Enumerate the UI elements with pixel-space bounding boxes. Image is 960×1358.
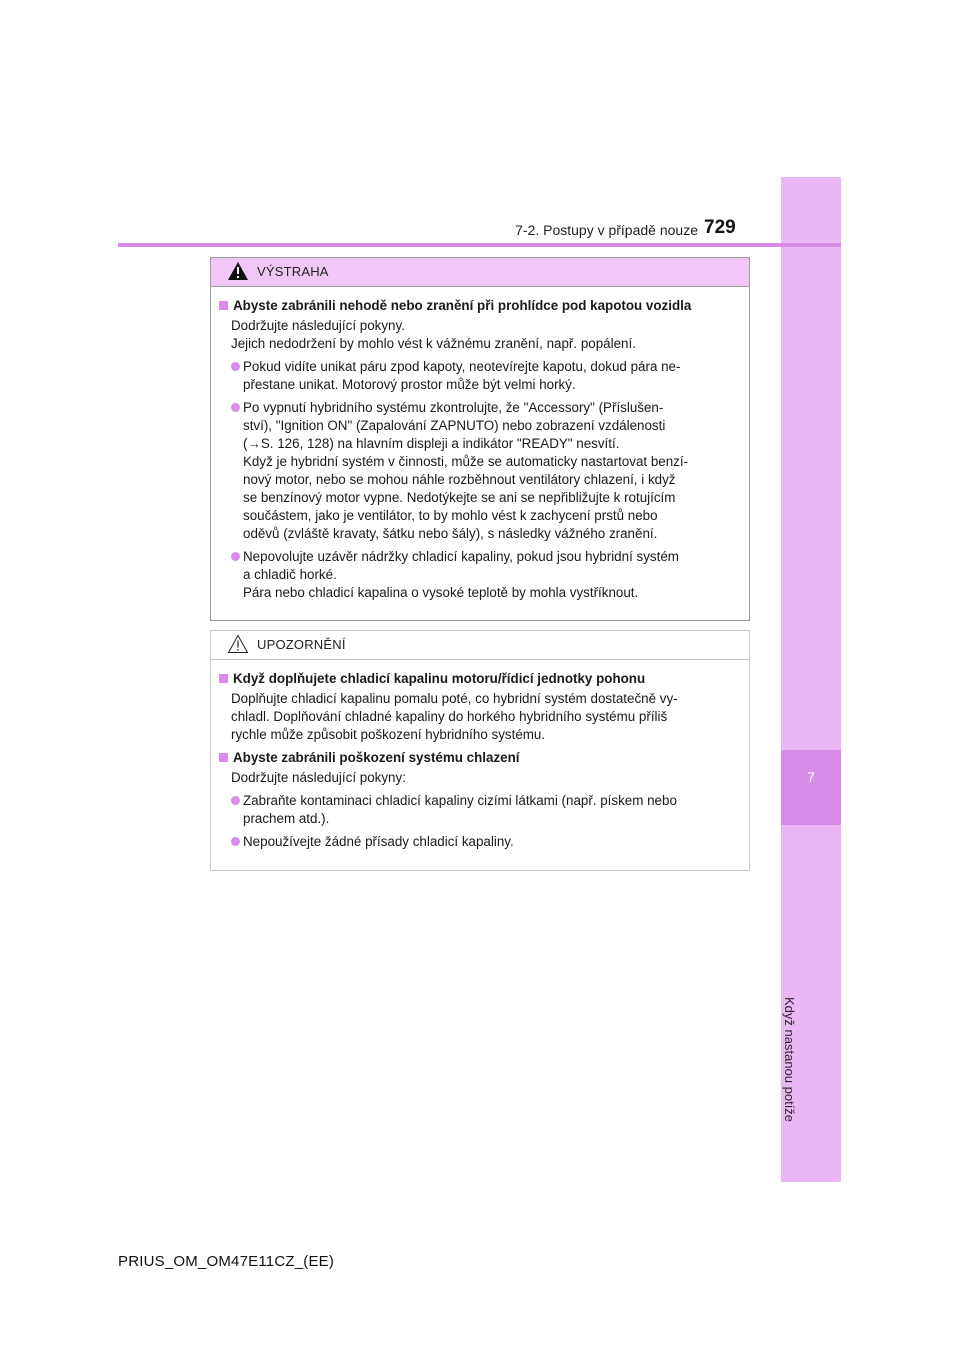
chapter-title: Když nastanou potíže [782, 997, 797, 1123]
square-bullet-icon [219, 753, 228, 762]
round-bullet-icon [231, 796, 240, 805]
caution-bullet: Zabraňte kontaminaci chladicí kapaliny cizími látkami (např. pískem nebo prachem atd.). [219, 792, 743, 828]
caution-heading-1: Když doplňujete chladicí kapalinu motoru/řídicí jednotky pohonu [219, 670, 743, 688]
page-number: 729 [704, 217, 736, 238]
chapter-number-block [781, 750, 841, 825]
chapter-side-tab [781, 177, 841, 1182]
warning-bullet: Po vypnutí hybridního systému zkontrolujte, že "Accessory" (Příslušen- ství), "Ignition ON" (Zapalování ZAPNUTO) nebo zobrazení vzdálenosti (→S. 126, 128) na hlavním displeji a indikátor "READY" nesvítí. Když je hybridní systém v činnosti, může se automaticky nastartovat benzí- nový motor, nebo se mohou náhle rozběhnout ventilátory chlazení, i když se benzínový motor vypne. Nedotýkejte se ani se nepřibližujte k rotujícím součástem, jako je ventilátor, to by mohlo vést k zachycení prstů nebo oděvů (zvláště kravaty, šátku nebo šály), s následky vážného zranění. [219, 399, 743, 543]
section-title: 7-2. Postupy v případě nouze [515, 222, 698, 238]
chapter-number: 7 [807, 769, 815, 785]
warning-heading: Abyste zabránili nehodě nebo zranění při prohlídce pod kapotou vozidla [219, 297, 743, 315]
warning-body [211, 287, 749, 602]
warning-bullet: Pokud vidíte unikat páru zpod kapoty, neotevírejte kapotu, dokud pára ne- přestane unikat. Motorový prostor může být velmi horký. [219, 358, 743, 394]
document-code: PRIUS_OM_OM47E11CZ_(EE) [118, 1253, 335, 1270]
round-bullet-icon [231, 362, 240, 371]
caution-title: UPOZORNĚNÍ [257, 637, 346, 652]
warning-intro: Dodržujte následující pokyny. Jejich nedodržení by mohlo vést k vážnému zranění, např. popálení. [231, 318, 636, 351]
caution-heading-2: Abyste zabránili poškození systému chlazení [219, 749, 743, 767]
warning-box-header [211, 258, 749, 287]
header-rule [118, 243, 841, 247]
round-bullet-icon [231, 552, 240, 561]
warning-triangle-icon [227, 261, 249, 281]
square-bullet-icon [219, 674, 228, 683]
caution-body [211, 660, 749, 851]
caution-intro-2: Dodržujte následující pokyny: [231, 770, 406, 785]
warning-box [210, 257, 750, 621]
caution-triangle-icon [227, 634, 249, 654]
caution-box [210, 630, 750, 871]
square-bullet-icon [219, 301, 228, 310]
caution-bullet: Nepoužívejte žádné přísady chladicí kapaliny. [219, 833, 743, 851]
warning-title: VÝSTRAHA [257, 264, 329, 279]
warning-bullet: Nepovolujte uzávěr nádržky chladicí kapaliny, pokud jsou hybridní systém a chladič horké. Pára nebo chladicí kapalina o vysoké teplotě by mohla vystříknout. [219, 548, 743, 602]
round-bullet-icon [231, 837, 240, 846]
caution-paragraph-1: Doplňujte chladicí kapalinu pomalu poté, co hybridní systém dostatečně vy- chladl. Doplňování chladné kapaliny do horkého hybridního systému příliš rychle může způsobit poškození hybridního systému. [231, 691, 678, 742]
round-bullet-icon [231, 403, 240, 412]
caution-box-header [211, 631, 749, 660]
